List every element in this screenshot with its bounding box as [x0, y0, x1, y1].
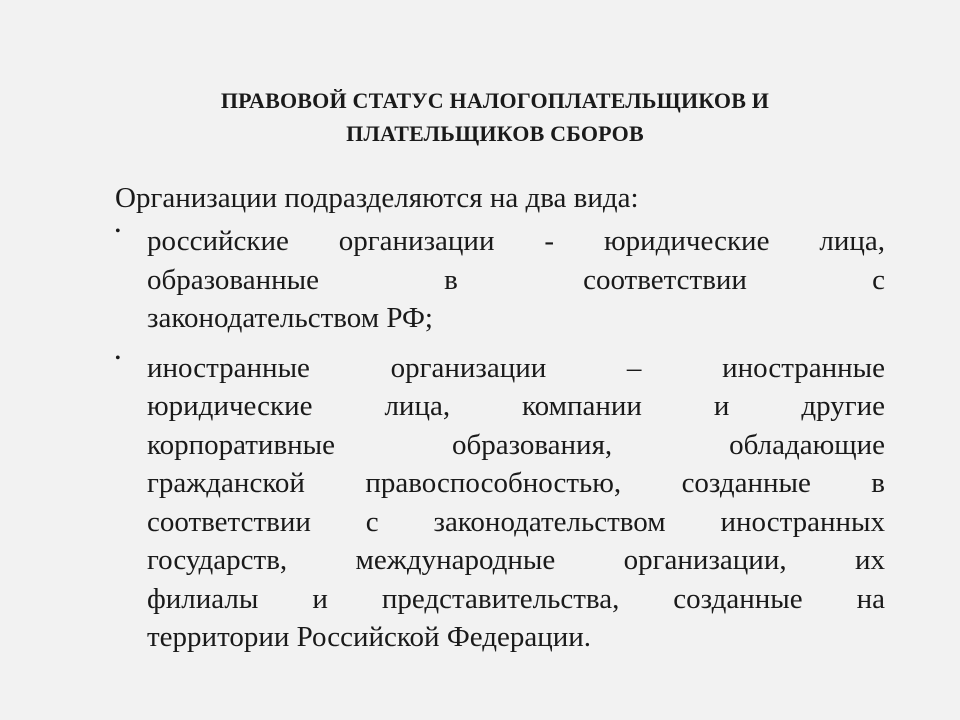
title-line-1: ПРАВОВОЙ СТАТУС НАЛОГОПЛАТЕЛЬЩИКОВ И: [220, 88, 770, 113]
bullet-line: соответствии с законодательством иностранных: [147, 505, 885, 538]
bullet-line: образованные в соответствии с: [147, 263, 885, 296]
bullet-item-foreign-organizations: [115, 349, 885, 657]
bullet-line: российские организации - юридические лица,: [147, 225, 885, 257]
bullet-line: гражданской правоспособностью, созданные в: [147, 467, 885, 499]
bullet-line: государств, международные организации, их: [147, 544, 885, 576]
bullet-line: законодательством РФ;: [147, 302, 433, 334]
bullet-line: территории Российской Федерации.: [147, 621, 592, 653]
intro-text: Организации подразделяются на два вида:: [115, 182, 639, 214]
bullet-icon: •: [115, 349, 121, 367]
bullet-line: корпоративные образования, обладающие: [147, 428, 885, 461]
slide-title: [100, 84, 890, 150]
bullet-icon: •: [115, 223, 121, 240]
bullet-line: иностранные организации – иностранные: [147, 351, 885, 384]
bullet-item-russian-organizations: [115, 222, 885, 338]
bullet-line: филиалы и представительства, созданные на: [147, 582, 885, 615]
title-line-2: ПЛАТЕЛЬЩИКОВ СБОРОВ: [346, 121, 644, 146]
bullet-list: [115, 222, 885, 668]
bullet-line: юридические лица, компании и другие: [147, 390, 885, 422]
